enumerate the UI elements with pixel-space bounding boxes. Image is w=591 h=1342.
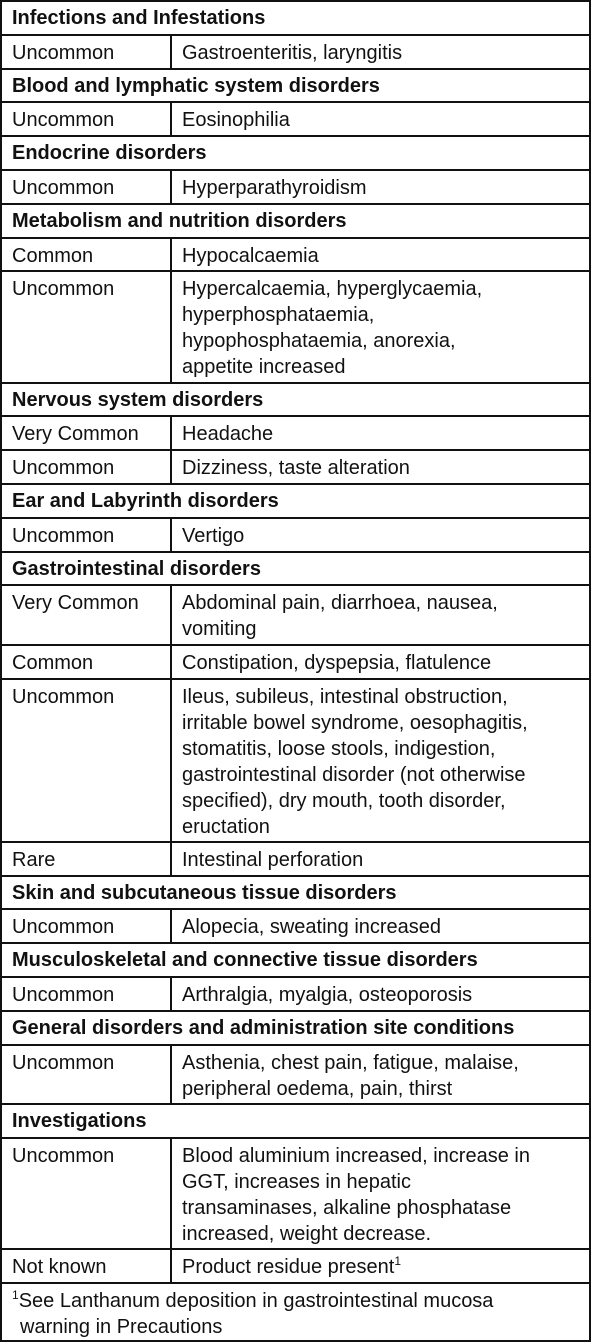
table-row (2, 36, 589, 70)
section-header-ear: Ear and Labyrinth disorders (2, 485, 589, 519)
effect-line: peripheral oedema, pain, thirst (182, 1077, 453, 1100)
effect-line: Asthenia, chest pain, fatigue, malaise, (182, 1051, 519, 1074)
footnote-text: See Lanthanum deposition in gastrointestinal mucosa (18, 1289, 494, 1312)
table-row (2, 239, 589, 273)
effects-cell (172, 239, 589, 271)
frequency-cell: Uncommon (2, 519, 172, 551)
effect-line: increased, weight decrease. (182, 1222, 432, 1245)
effect-line: Constipation, dyspepsia, flatulence (182, 652, 492, 675)
effects-cell (172, 646, 589, 678)
table-row (2, 843, 589, 877)
effects-cell (172, 1250, 589, 1282)
table-row (2, 910, 589, 944)
frequency-cell: Common (2, 646, 172, 678)
effect-line: Intestinal perforation (182, 848, 364, 871)
effects-cell (172, 451, 589, 483)
effects-cell (172, 1139, 589, 1248)
effect-line: Alopecia, sweating increased (182, 916, 442, 939)
table-row (2, 417, 589, 451)
frequency-cell: Uncommon (2, 103, 172, 135)
frequency-cell: Not known (2, 1250, 172, 1282)
effects-cell (172, 103, 589, 135)
footnote-marker: 1 (12, 1287, 19, 1302)
effects-cell (172, 843, 589, 875)
frequency-cell: Uncommon (2, 680, 172, 841)
effect-line: Hypocalcaemia (182, 244, 319, 267)
effect-line: stomatitis, loose stools, indigestion, (182, 737, 496, 760)
footnote-line: warning in Precautions (20, 1315, 223, 1338)
effect-line: Vertigo (182, 524, 245, 547)
effect-line: Hypercalcaemia, hyperglycaemia, (182, 278, 483, 301)
effect-line: transaminases, alkaline phosphatase (182, 1196, 512, 1219)
table-row (2, 272, 589, 383)
effect-line: GGT, increases in hepatic (182, 1170, 411, 1193)
effect-text: Product residue present (182, 1256, 395, 1279)
effects-cell (172, 417, 589, 449)
frequency-cell: Uncommon (2, 1139, 172, 1248)
frequency-cell: Uncommon (2, 36, 172, 68)
frequency-cell: Very Common (2, 417, 172, 449)
effects-cell (172, 680, 589, 841)
table-row (2, 978, 589, 1012)
effects-cell (172, 519, 589, 551)
frequency-cell: Uncommon (2, 910, 172, 942)
effects-cell (172, 978, 589, 1010)
table-row (2, 103, 589, 137)
effect-line (182, 1254, 583, 1280)
frequency-cell: Uncommon (2, 171, 172, 203)
section-header-nervous: Nervous system disorders (2, 384, 589, 418)
effect-line: Gastroenteritis, laryngitis (182, 41, 403, 64)
section-header-skin: Skin and subcutaneous tissue disorders (2, 877, 589, 911)
table-row (2, 171, 589, 205)
effects-cell (172, 36, 589, 68)
section-header-musculoskeletal: Musculoskeletal and connective tissue disorders (2, 944, 589, 978)
table-row (2, 586, 589, 646)
table-row (2, 451, 589, 485)
effects-cell (172, 910, 589, 942)
effect-line: specified), dry mouth, tooth disorder, (182, 789, 506, 812)
effects-cell (172, 171, 589, 203)
frequency-cell: Uncommon (2, 1046, 172, 1104)
effect-line: appetite increased (182, 356, 346, 379)
section-header-infections: Infections and Infestations (2, 2, 589, 36)
frequency-cell: Common (2, 239, 172, 271)
frequency-cell: Rare (2, 843, 172, 875)
section-header-general: General disorders and administration site conditions (2, 1012, 589, 1046)
effect-line: Eosinophilia (182, 109, 290, 132)
table-row (2, 680, 589, 843)
effects-cell (172, 272, 589, 381)
effect-line: eructation (182, 815, 270, 838)
effect-line: hypophosphataemia, anorexia, (182, 330, 456, 353)
table-row (2, 519, 589, 553)
section-header-gastrointestinal: Gastrointestinal disorders (2, 553, 589, 587)
section-header-endocrine: Endocrine disorders (2, 137, 589, 171)
effect-line: irritable bowel syndrome, oesophagitis, (182, 711, 528, 734)
effect-line: hyperphosphataemia, (182, 304, 375, 327)
table-row (2, 1046, 589, 1106)
footnote (2, 1284, 589, 1340)
effect-line: Blood aluminium increased, increase in (182, 1144, 530, 1167)
frequency-cell: Uncommon (2, 272, 172, 381)
effect-line: Hyperparathyroidism (182, 177, 367, 199)
frequency-cell: Uncommon (2, 978, 172, 1010)
table-row (2, 1139, 589, 1250)
effect-line: Arthralgia, myalgia, osteoporosis (182, 983, 473, 1006)
effect-line: vomiting (182, 618, 257, 641)
effects-cell (172, 1046, 589, 1104)
footnote-marker: 1 (394, 1254, 402, 1269)
effects-cell (172, 586, 589, 644)
section-header-investigations: Investigations (2, 1105, 589, 1139)
frequency-cell: Very Common (2, 586, 172, 644)
effect-line: Dizziness, taste alteration (182, 457, 410, 480)
footnote-line (12, 1288, 583, 1314)
section-header-blood: Blood and lymphatic system disorders (2, 70, 589, 104)
table-row (2, 646, 589, 680)
section-header-metabolism: Metabolism and nutrition disorders (2, 205, 589, 239)
table-row (2, 1250, 589, 1284)
effect-line: Ileus, subileus, intestinal obstruction, (182, 685, 508, 708)
effect-line: Headache (182, 423, 274, 446)
effect-line: gastrointestinal disorder (not otherwise (182, 763, 526, 786)
effect-line: Abdominal pain, diarrhoea, nausea, (182, 592, 498, 615)
frequency-cell: Uncommon (2, 451, 172, 483)
